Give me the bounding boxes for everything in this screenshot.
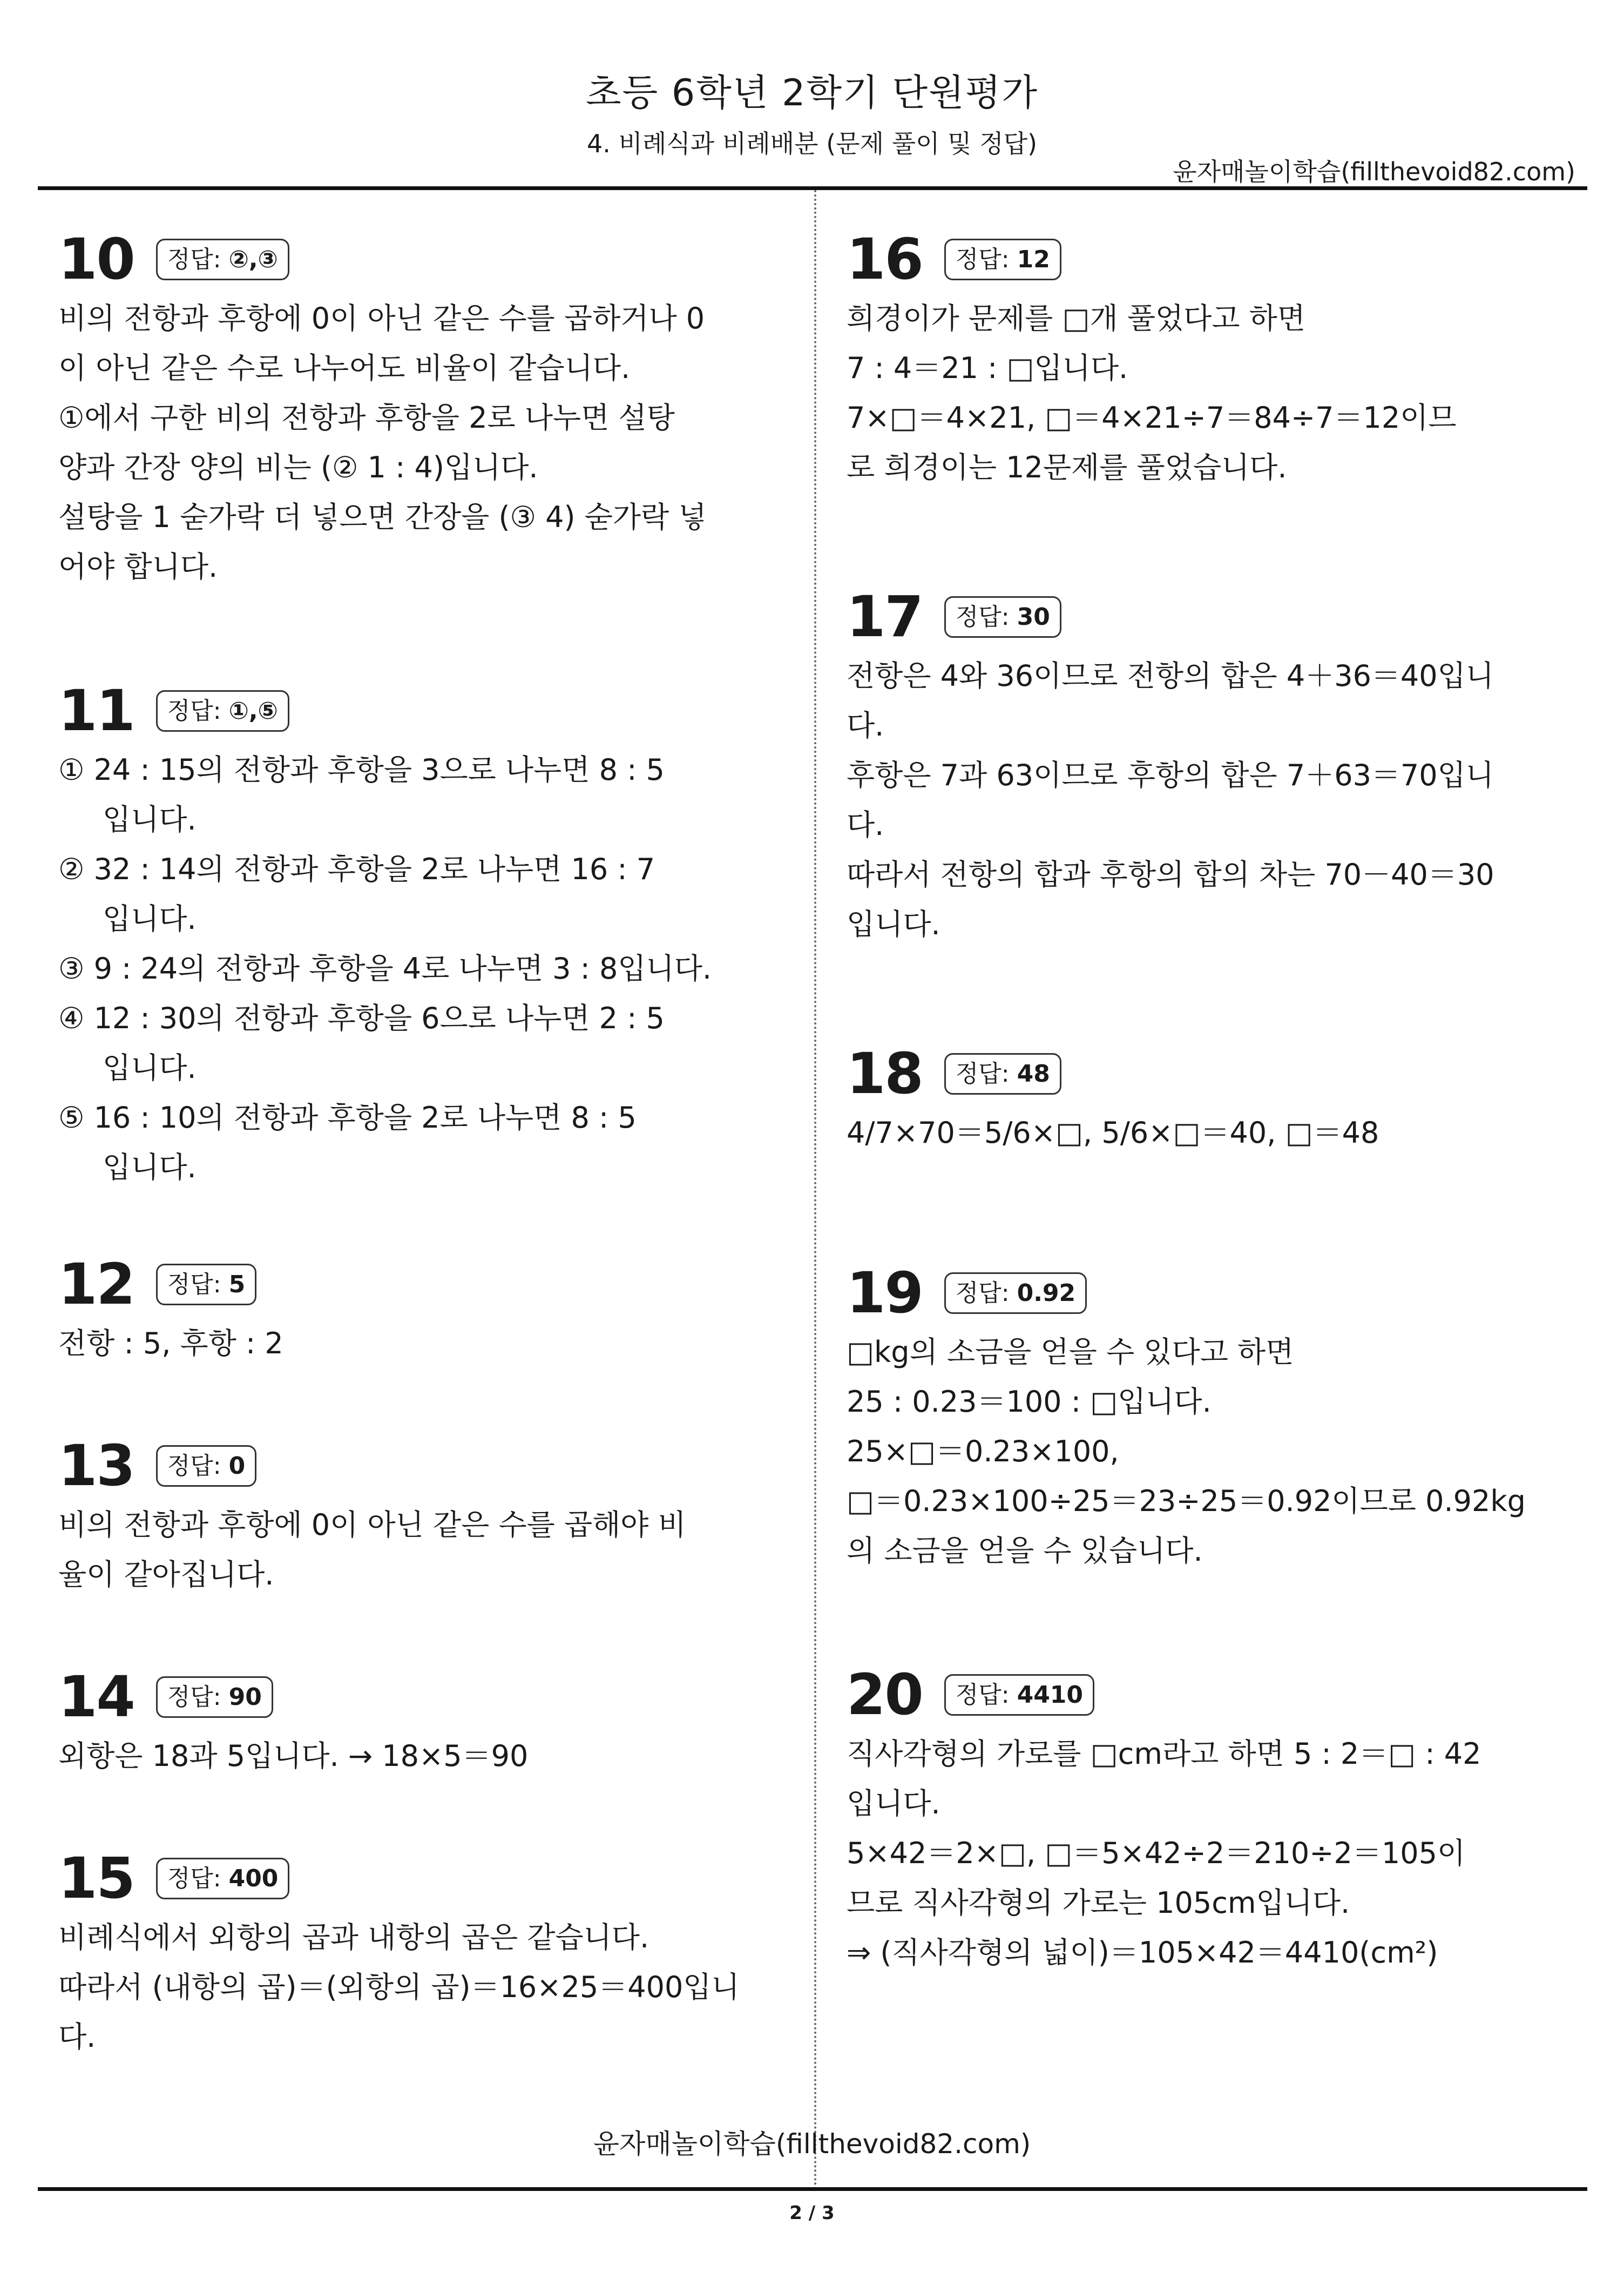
problem-number: 11: [58, 678, 134, 744]
problem-18: [847, 1041, 1559, 1158]
problem-gap: [58, 1192, 771, 1252]
footer-rule: [38, 2187, 1587, 2191]
solution-line: 따라서 (내항의 곱)＝(외항의 곱)＝16×25＝400입니: [58, 1970, 740, 2004]
problem-header: [58, 1846, 771, 1911]
solution-line: 따라서 전항의 합과 후항의 합의 차는 70－40＝30: [847, 858, 1494, 892]
solution-line: 희경이가 문제를 □개 풀었다고 하면: [847, 301, 1305, 335]
answer-value: 5: [228, 1270, 246, 1298]
answer-value: 48: [1017, 1060, 1050, 1088]
solution-line: □kg의 소금을 얻을 수 있다고 하면: [847, 1335, 1294, 1369]
solution-line: 이 아닌 같은 수로 나누어도 비율이 같습니다.: [58, 351, 631, 385]
problem-number: 15: [58, 1845, 134, 1911]
problem-gap: [58, 1600, 771, 1664]
answer-value: 12: [1017, 245, 1050, 273]
answer-badge: [944, 239, 1061, 280]
solution-line: 후항은 7과 63이므로 후항의 합은 7＋63＝70입니: [847, 758, 1494, 792]
problem-number: 12: [58, 1251, 134, 1317]
answer-badge: [944, 1053, 1061, 1095]
answer-label: 정답:: [955, 1279, 1010, 1307]
solution-line: 입니다.: [103, 803, 197, 837]
solution-line: 입니다.: [103, 1051, 197, 1085]
answer-label: 정답:: [167, 1864, 221, 1892]
solution-line: 비례식에서 외항의 곱과 내항의 곱은 같습니다.: [58, 1920, 649, 1954]
solution-line: 입니다.: [847, 907, 940, 941]
problem-14: [58, 1664, 771, 1781]
solution-line: 므로 직사각형의 가로는 105cm입니다.: [847, 1886, 1350, 1920]
brand-header: 윤자매놀이학습(fillthevoid82.com): [1173, 157, 1575, 186]
problem-number: 19: [847, 1260, 923, 1326]
brand-footer: 윤자매놀이학습(fillthevoid82.com): [593, 2128, 1031, 2160]
solution-line: 외항은 18과 5입니다. → 18×5＝90: [58, 1739, 529, 1773]
problem-number: 18: [847, 1041, 923, 1107]
solution-line: 입니다.: [103, 902, 197, 936]
solution-line: 4/7×70＝5/6×□, 5/6×□＝40, □＝48: [847, 1116, 1379, 1150]
solution-line: ② 32 : 14의 전항과 후항을 2로 나누면 16 : 7: [58, 852, 655, 886]
solution-line: 전항 : 5, 후항 : 2: [58, 1326, 283, 1360]
problem-gap: [847, 493, 1559, 584]
problem-header: [847, 584, 1559, 649]
answer-badge: [156, 1264, 256, 1305]
solution-line: 설탕을 1 숟가락 더 넣으면 간장을 (③ 4) 숟가락 넣: [58, 500, 707, 534]
page-title: 초등 6학년 2학기 단원평가: [585, 72, 1039, 114]
solution-line: ①에서 구한 비의 전항과 후항을 2로 나누면 설탕: [58, 401, 675, 435]
answer-badge: [156, 239, 289, 280]
solution-line: 비의 전항과 후항에 0이 아닌 같은 수를 곱해야 비: [58, 1508, 686, 1542]
solution-line: 다.: [58, 2020, 96, 2054]
problem-header: [58, 1252, 771, 1317]
answer-value: ②,③: [228, 245, 278, 273]
answer-label: 정답:: [955, 1060, 1010, 1088]
problem-header: [58, 678, 771, 743]
solution-line: ④ 12 : 30의 전항과 후항을 6으로 나누면 2 : 5: [58, 1001, 665, 1035]
solution-line: 로 희경이는 12문제를 풀었습니다.: [847, 450, 1287, 484]
problem-header: [58, 1664, 771, 1729]
problem-gap: [58, 592, 771, 678]
solution-line: ⇒ (직사각형의 넓이)＝105×42＝4410(cm²): [847, 1936, 1438, 1970]
answer-badge: [944, 1674, 1094, 1716]
answer-label: 정답:: [955, 1681, 1010, 1709]
solution-line: 입니다.: [847, 1786, 940, 1820]
problem-gap: [847, 949, 1559, 1041]
header-rule: [38, 186, 1587, 190]
answer-badge: [944, 596, 1061, 638]
solution-line: ③ 9 : 24의 전항과 후항을 4로 나누면 3 : 8입니다.: [58, 952, 712, 986]
answer-value: 30: [1017, 603, 1050, 631]
problem-number: 14: [58, 1664, 134, 1730]
problem-16: [847, 227, 1559, 493]
solution-line: 율이 같아집니다.: [58, 1557, 274, 1592]
problem-gap: [847, 1576, 1559, 1662]
problem-header: [847, 1662, 1559, 1727]
answer-badge: [156, 1858, 290, 1899]
solution-line: 5×42＝2×□, □＝5×42÷2＝210÷2＝105이: [847, 1836, 1466, 1870]
problem-header: [58, 1433, 771, 1498]
answer-label: 정답:: [167, 245, 221, 273]
solution-line: 전항은 4와 36이므로 전항의 합은 4＋36＝40입니: [847, 659, 1494, 693]
problem-20: [847, 1662, 1559, 1978]
solution-line: 의 소금을 얻을 수 있습니다.: [847, 1534, 1203, 1568]
solution-line: 25×□＝0.23×100,: [847, 1434, 1119, 1468]
answer-value: ①,⑤: [228, 697, 278, 725]
problem-header: [847, 227, 1559, 292]
problem-header: [847, 1041, 1559, 1106]
answer-label: 정답:: [167, 1452, 221, 1480]
answer-label: 정답:: [167, 1270, 221, 1298]
answer-badge: [156, 690, 289, 732]
solution-line: 25 : 0.23＝100 : □입니다.: [847, 1385, 1212, 1419]
problem-gap: [58, 1368, 771, 1433]
solution-line: 양과 간장 양의 비는 (② 1 : 4)입니다.: [58, 450, 538, 484]
answer-value: 0: [228, 1452, 246, 1480]
problem-header: [58, 227, 771, 292]
answer-value: 400: [228, 1864, 279, 1892]
column-divider: [814, 190, 816, 2187]
problem-10: [58, 227, 771, 592]
solution-line: 비의 전항과 후항에 0이 아닌 같은 수를 곱하거나 0: [58, 301, 705, 335]
answer-value: 90: [228, 1683, 262, 1711]
answer-label: 정답:: [955, 245, 1010, 273]
problem-number: 13: [58, 1433, 134, 1499]
problem-11: [58, 678, 771, 1192]
solution-line: 7 : 4＝21 : □입니다.: [847, 351, 1128, 385]
solution-line: 직사각형의 가로를 □cm라고 하면 5 : 2＝□ : 42: [847, 1737, 1481, 1771]
solution-line: 7×□＝4×21, □＝4×21÷7＝84÷7＝12이므: [847, 401, 1457, 435]
problem-13: [58, 1433, 771, 1600]
solution-line: □＝0.23×100÷25＝23÷25＝0.92이므로 0.92kg: [847, 1484, 1526, 1518]
answer-badge: [156, 1676, 273, 1718]
page-subtitle: 4. 비례식과 비례배분 (문제 풀이 및 정답): [586, 129, 1038, 158]
problem-15: [58, 1846, 771, 2062]
solution-line: 입니다.: [103, 1150, 197, 1184]
problem-17: [847, 584, 1559, 949]
solution-line: 다.: [847, 808, 884, 842]
problem-number: 10: [58, 226, 134, 292]
problem-number: 17: [847, 584, 923, 650]
problem-number: 20: [847, 1662, 923, 1728]
answer-label: 정답:: [167, 1683, 221, 1711]
solution-line: 다.: [847, 709, 884, 743]
problem-19: [847, 1260, 1559, 1576]
problem-header: [847, 1260, 1559, 1325]
answer-badge: [156, 1445, 256, 1487]
answer-value: 0.92: [1017, 1279, 1076, 1307]
answer-badge: [944, 1272, 1087, 1314]
answer-value: 4410: [1017, 1681, 1084, 1709]
answer-label: 정답:: [955, 603, 1010, 631]
problem-gap: [847, 1158, 1559, 1260]
answer-label: 정답:: [167, 697, 221, 725]
right-column: [847, 227, 1559, 1978]
left-column: [58, 227, 771, 2062]
problem-number: 16: [847, 226, 923, 292]
solution-line: 어야 합니다.: [58, 550, 218, 584]
solution-line: ① 24 : 15의 전항과 후항을 3으로 나누면 8 : 5: [58, 753, 665, 787]
page-number: 2 / 3: [789, 2202, 835, 2224]
problem-12: [58, 1252, 771, 1368]
solution-line: ⑤ 16 : 10의 전항과 후항을 2로 나누면 8 : 5: [58, 1101, 637, 1135]
problem-gap: [58, 1781, 771, 1846]
